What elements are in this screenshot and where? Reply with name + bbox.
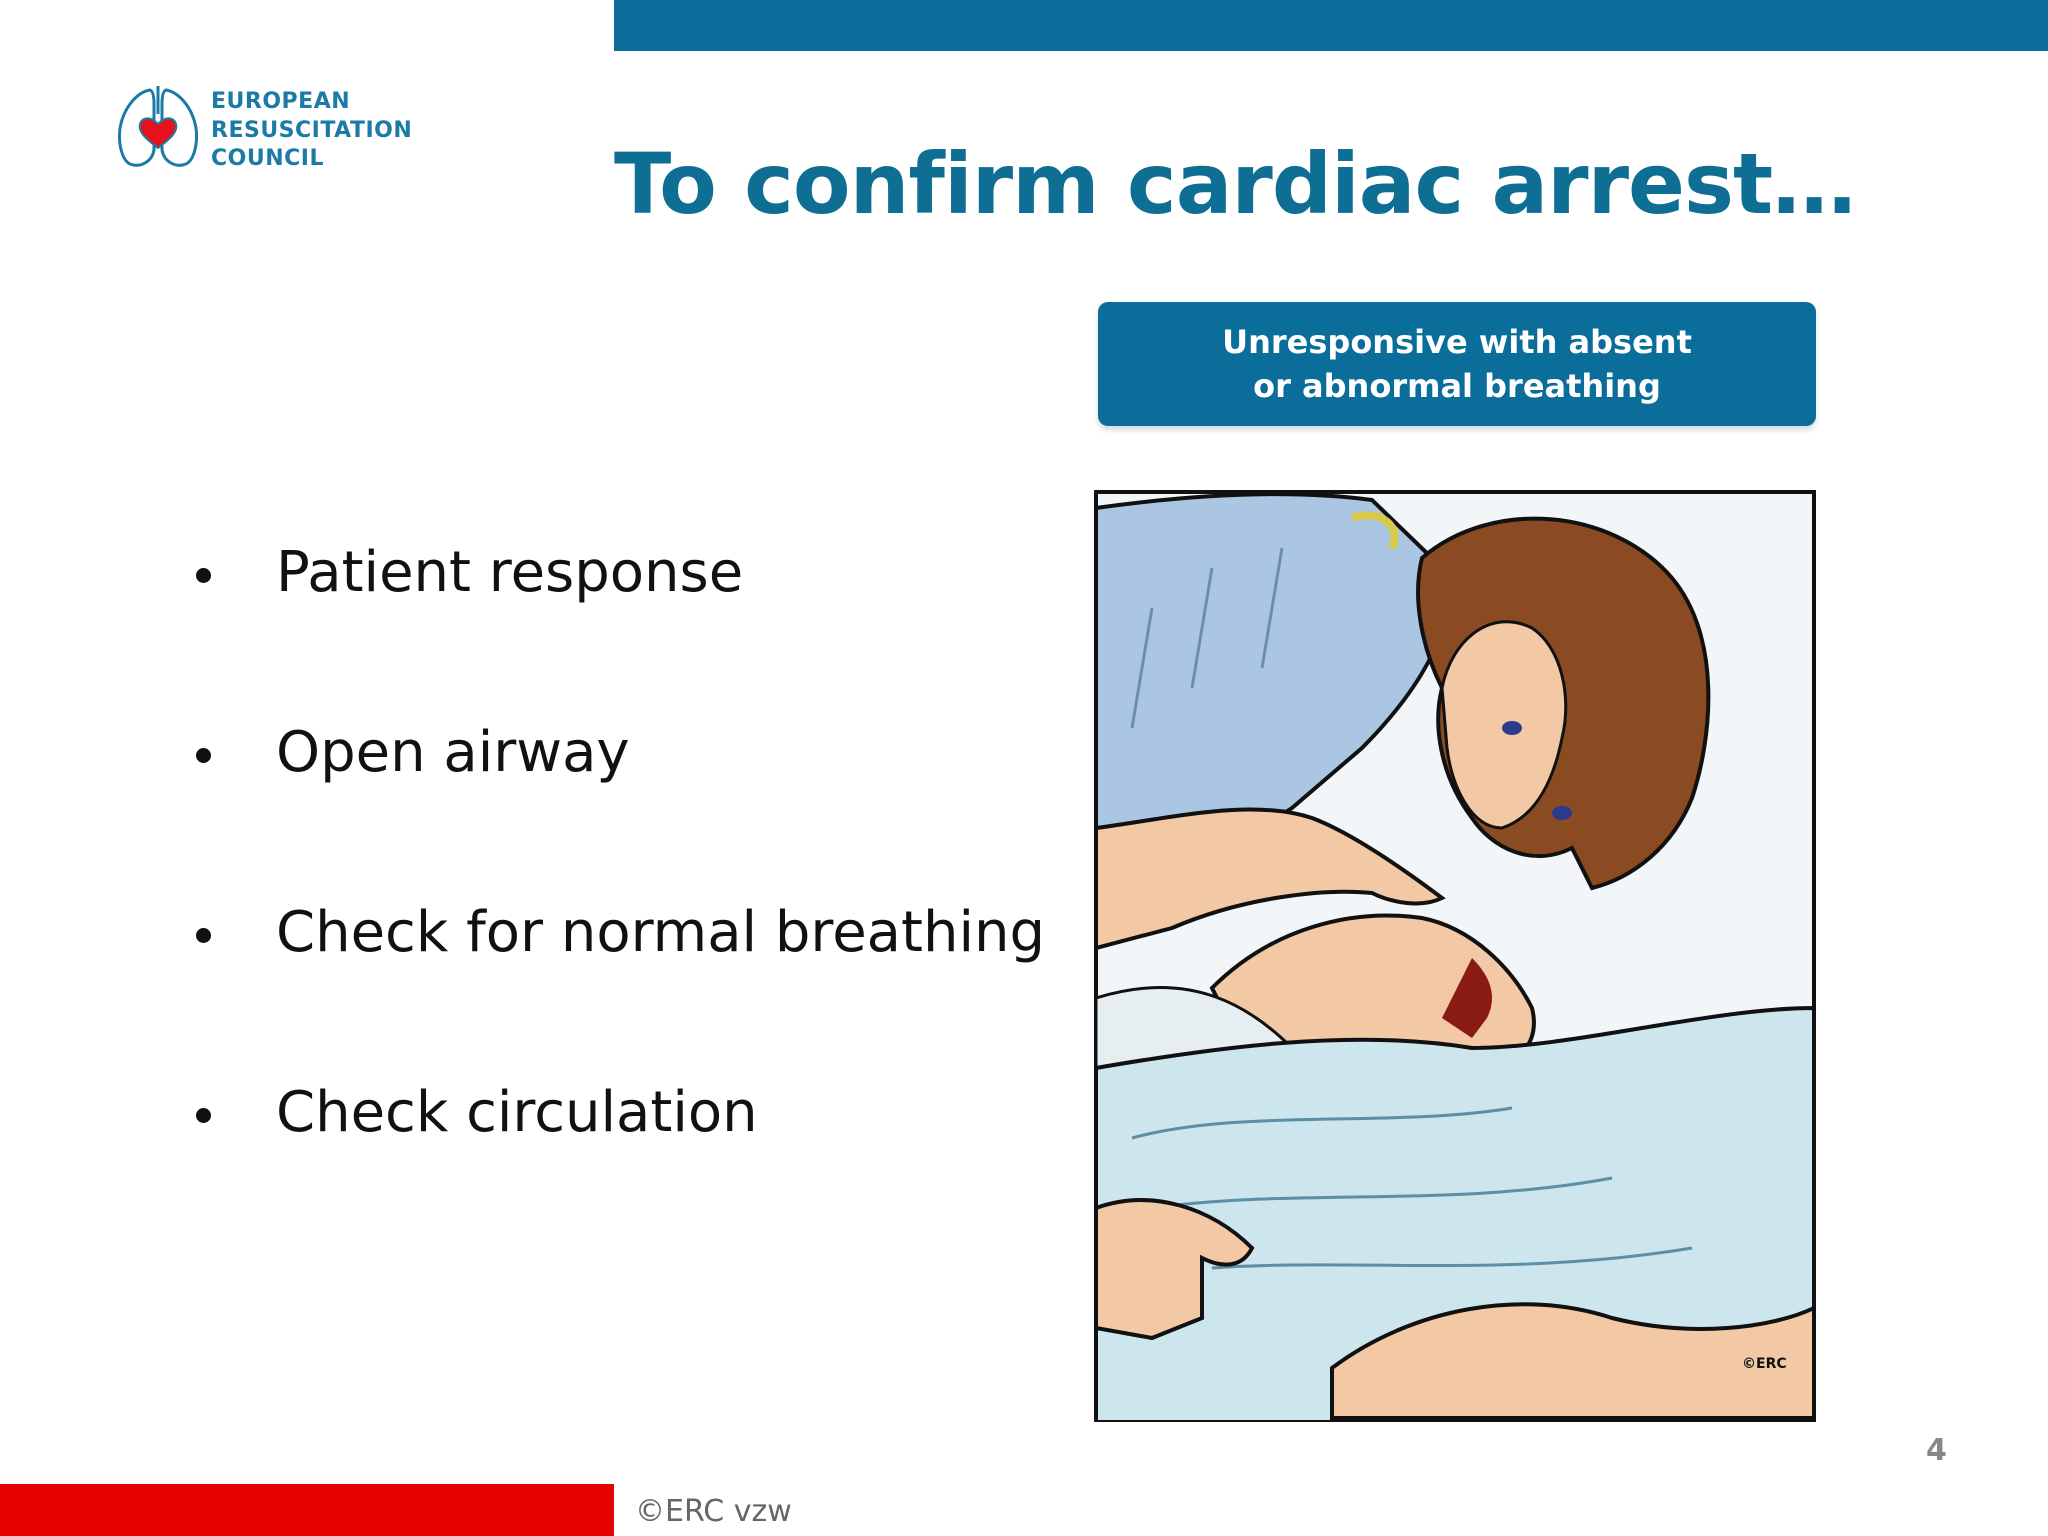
bottom-accent-bar — [0, 1484, 614, 1536]
callout-line-2: or abnormal breathing — [1253, 367, 1661, 405]
callout-box — [1098, 302, 1816, 426]
logo-wordmark — [211, 88, 412, 174]
illustration-credit: ©ERC — [1742, 1356, 1787, 1372]
bullet-dot-icon — [196, 928, 211, 943]
callout-line-1: Unresponsive with absent — [1222, 323, 1692, 361]
lungs-heart-icon — [116, 84, 200, 170]
bullet-dot-icon — [196, 1108, 211, 1123]
top-accent-bar — [614, 0, 2048, 51]
logo-line-1: EUROPEAN — [211, 89, 351, 114]
slide-title: To confirm cardiac arrest… — [614, 135, 1856, 233]
bullet-dot-icon — [196, 748, 211, 763]
rescuer-checking-breathing-illustration — [1092, 488, 1818, 1422]
logo-line-2: RESUSCITATION — [211, 117, 413, 143]
copyright-text: ©ERC vzw — [635, 1494, 792, 1529]
bullet-dot-icon — [196, 568, 211, 583]
logo-line-3: COUNCIL — [211, 146, 324, 171]
page-number: 4 — [1926, 1433, 1947, 1468]
erc-logo — [116, 84, 416, 174]
